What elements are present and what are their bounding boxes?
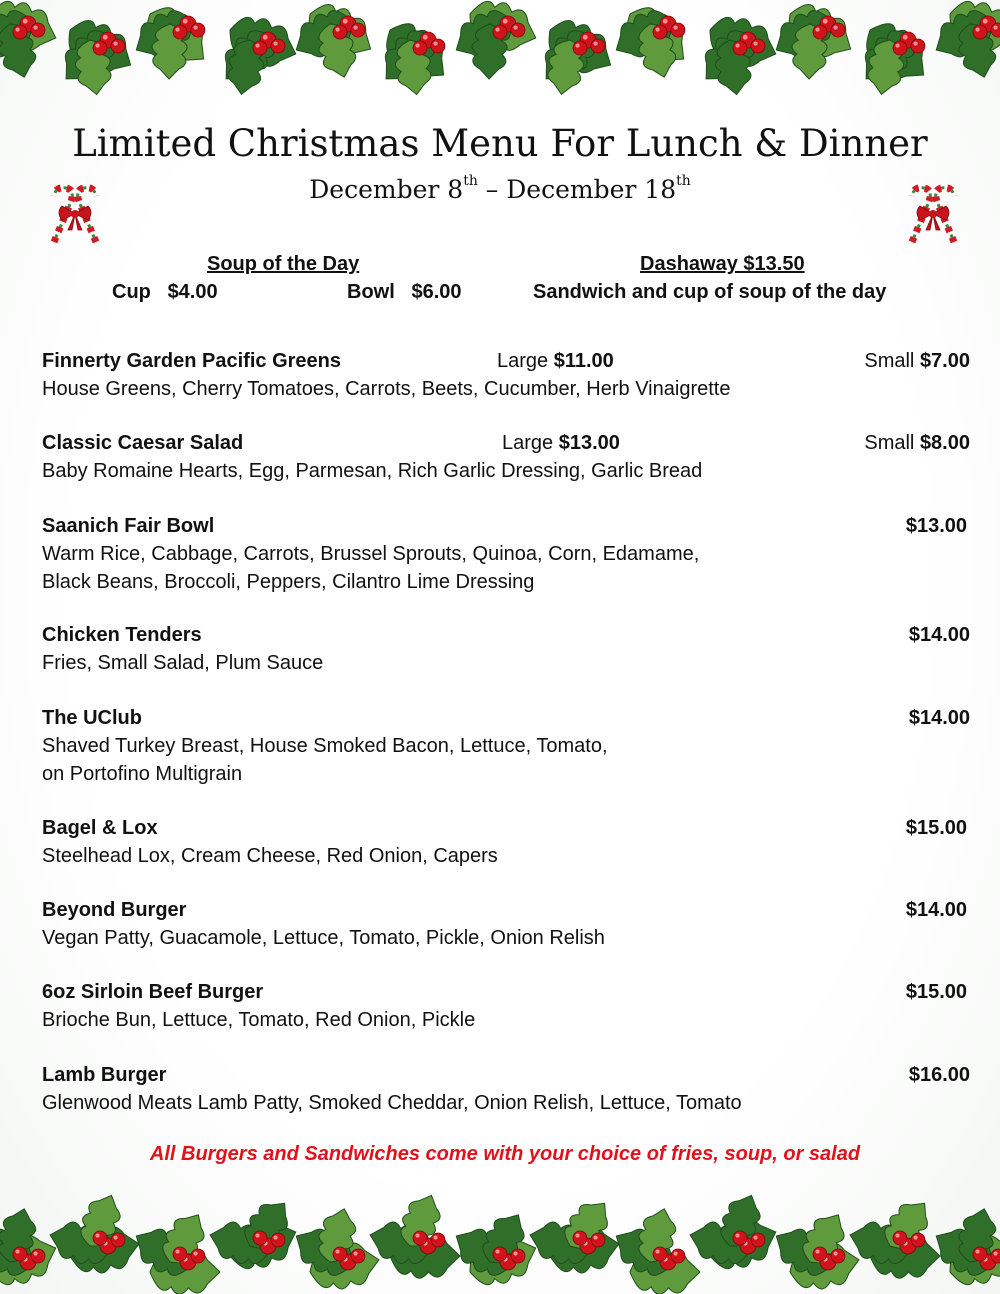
holly-garland-bottom	[0, 1168, 1000, 1294]
holly-berry	[351, 23, 365, 37]
holly-berry	[671, 23, 685, 37]
holly-berry	[31, 23, 45, 37]
holly-berry	[973, 25, 987, 39]
holly-berry	[573, 1231, 587, 1245]
holly-berry	[93, 41, 107, 55]
item-name: Bagel & Lox	[42, 817, 158, 839]
item-price: $13.00	[905, 515, 967, 537]
holly-berry	[911, 1233, 925, 1247]
holly-berry	[13, 25, 27, 39]
item-price: $14.00	[908, 707, 970, 729]
holly-berry	[333, 25, 347, 39]
menu-footnote: All Burgers and Sandwiches come with your choice of fries, soup, or salad	[149, 1143, 861, 1165]
menu-item	[42, 978, 970, 1034]
holly-berry	[751, 39, 765, 53]
holly-berry	[511, 1249, 525, 1263]
menu-item	[42, 429, 970, 485]
holly-berry	[973, 1247, 987, 1261]
candy-cane-icon	[898, 184, 968, 246]
holly-berry	[111, 39, 125, 53]
candy-cane-icon	[40, 184, 110, 246]
item-description-line2: Black Beans, Broccoli, Peppers, Cilantro Lime Dressing	[42, 571, 535, 593]
holly-berry	[413, 41, 427, 55]
holly-berry	[13, 1247, 27, 1261]
holly-garland-top	[0, 0, 1000, 120]
item-description: Warm Rice, Cabbage, Carrots, Brussel Sprouts, Quinoa, Corn, Edamame,	[42, 543, 700, 565]
item-price: $14.00	[905, 899, 967, 921]
holly-berry	[173, 25, 187, 39]
soup-cup-price: Cup $4.00	[112, 281, 218, 303]
holly-berry	[893, 41, 907, 55]
item-description: Baby Romaine Hearts, Egg, Parmesan, Rich Garlic Dressing, Garlic Bread	[42, 460, 703, 482]
holly-berry	[911, 39, 925, 53]
item-description: Brioche Bun, Lettuce, Tomato, Red Onion, Pickle	[42, 1009, 476, 1031]
item-description: House Greens, Cherry Tomatoes, Carrots, Beets, Cucumber, Herb Vinaigrette	[42, 378, 731, 400]
holly-berry	[733, 41, 747, 55]
item-name: Chicken Tenders	[42, 624, 202, 646]
holly-berry	[111, 1233, 125, 1247]
holly-berry	[591, 1233, 605, 1247]
menu-item	[42, 704, 970, 788]
item-description-line2: on Portofino Multigrain	[42, 763, 243, 785]
item-description: Shaved Turkey Breast, House Smoked Bacon, Lettuce, Tomato,	[42, 735, 608, 757]
item-name: Saanich Fair Bowl	[42, 515, 215, 537]
holly-berry	[413, 1231, 427, 1245]
holly-berry	[493, 25, 507, 39]
item-description: Fries, Small Salad, Plum Sauce	[42, 652, 324, 674]
item-name: 6oz Sirloin Beef Burger	[42, 981, 264, 1003]
menu-item	[42, 347, 970, 403]
holly-berry	[173, 1247, 187, 1261]
holly-berry	[831, 23, 845, 37]
item-large-price: Large $13.00	[502, 432, 620, 454]
menu-dates: December 8th – December 18th	[309, 173, 691, 204]
holly-berry	[271, 1233, 285, 1247]
soup-heading: Soup of the Day	[207, 253, 360, 275]
item-description: Steelhead Lox, Cream Cheese, Red Onion, Capers	[42, 845, 498, 867]
holly-berry	[511, 23, 525, 37]
holly-berry	[591, 39, 605, 53]
holly-berry	[751, 1233, 765, 1247]
item-large-price: Large $11.00	[497, 350, 614, 372]
holly-berry	[653, 1247, 667, 1261]
item-price: $15.00	[905, 817, 967, 839]
menu-item	[42, 896, 970, 952]
holly-berry	[253, 41, 267, 55]
item-price: $14.00	[908, 624, 970, 646]
holly-berry	[351, 1249, 365, 1263]
holly-berry	[493, 1247, 507, 1261]
menu-item	[42, 512, 970, 596]
soup-bowl-price: Bowl $6.00	[347, 281, 462, 303]
dashaway-description: Sandwich and cup of soup of the day	[533, 281, 887, 303]
holly-berry	[573, 41, 587, 55]
holly-berry	[191, 23, 205, 37]
item-name: Classic Caesar Salad	[42, 432, 244, 454]
menu-item	[42, 1061, 970, 1117]
menu-title: Limited Christmas Menu For Lunch & Dinner	[72, 122, 928, 165]
dashaway-heading: Dashaway $13.50	[640, 253, 805, 275]
holly-berry	[271, 39, 285, 53]
menu-item	[42, 814, 970, 870]
holly-berry	[333, 1247, 347, 1261]
item-name: Finnerty Garden Pacific Greens	[42, 350, 341, 372]
holly-berry	[671, 1249, 685, 1263]
holly-berry	[31, 1249, 45, 1263]
holly-berry	[431, 1233, 445, 1247]
item-small-price: Small $8.00	[864, 432, 970, 454]
item-description: Glenwood Meats Lamb Patty, Smoked Cheddar, Onion Relish, Lettuce, Tomato	[42, 1092, 742, 1114]
item-price: $15.00	[905, 981, 967, 1003]
holly-berry	[431, 39, 445, 53]
item-name: Beyond Burger	[42, 899, 187, 921]
holly-berry	[93, 1231, 107, 1245]
item-small-price: Small $7.00	[864, 350, 970, 372]
item-name: The UClub	[42, 707, 142, 729]
item-name: Lamb Burger	[42, 1064, 167, 1086]
holly-berry	[831, 1249, 845, 1263]
holly-berry	[733, 1231, 747, 1245]
item-description: Vegan Patty, Guacamole, Lettuce, Tomato, Pickle, Onion Relish	[42, 927, 605, 949]
menu-item	[42, 621, 970, 677]
holly-berry	[191, 1249, 205, 1263]
item-price: $16.00	[908, 1064, 970, 1086]
holly-berry	[893, 1231, 907, 1245]
holly-berry	[813, 25, 827, 39]
holly-berry	[813, 1247, 827, 1261]
holly-berry	[253, 1231, 267, 1245]
holly-berry	[653, 25, 667, 39]
